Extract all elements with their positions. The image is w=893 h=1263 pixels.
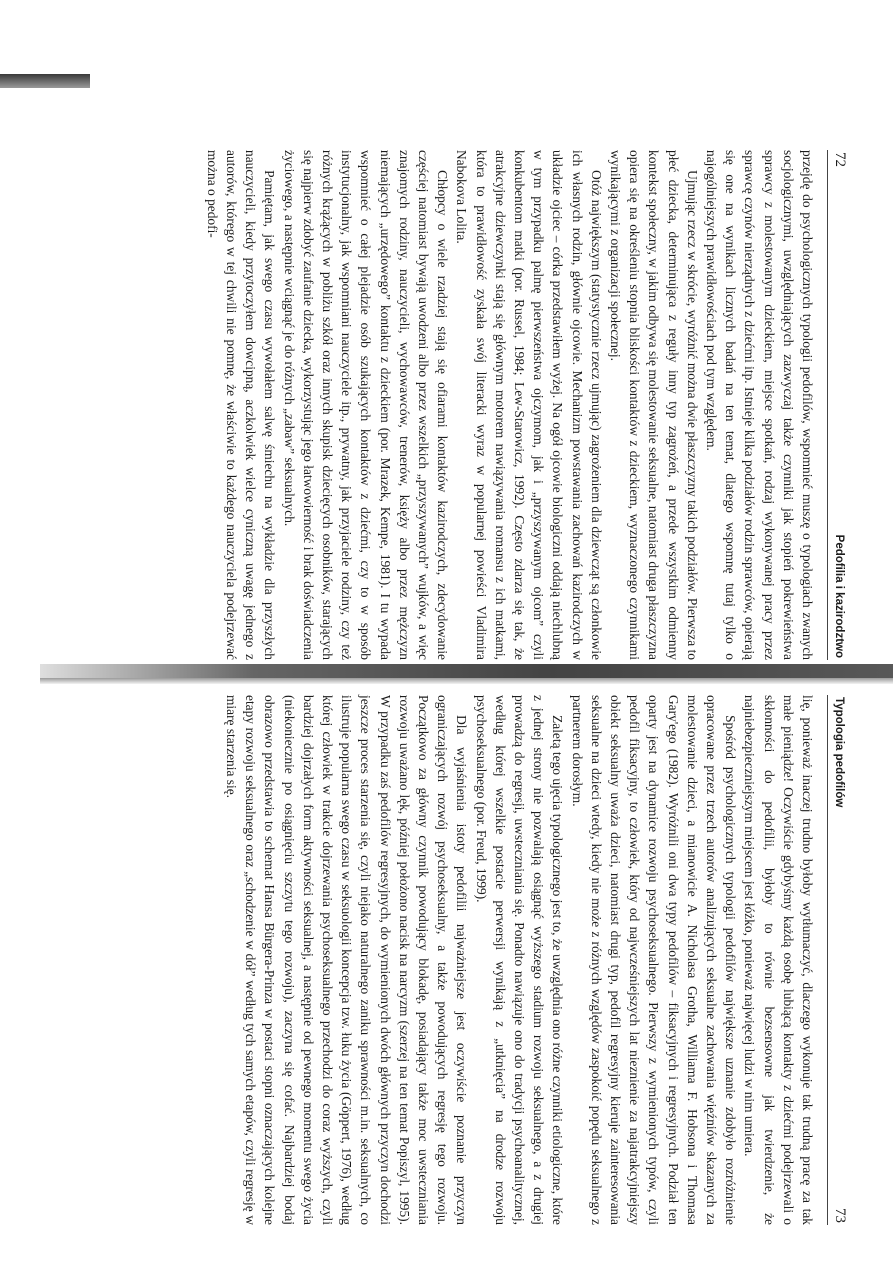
page-number: 72 xyxy=(832,152,848,167)
running-title: Typologia pedofilów xyxy=(833,697,845,808)
paragraph: Chłopcy o wiele rzadziej stają się ofiarami kontaktów kazirodczych, zdecydowanie częściej natomiast bywają uwodzeni albo przez wszelkich „przyszywanych” wujków, a więc znajomych rodziny, nauczycieli, wychowawców, trenerów, księży albo przez mężczyzn niemających „urzędowego” kontaktu z dzieckiem (por. Mrazek, Kempe, 1981). I tu wypada wspomnieć o całej plejadzie osób szukających kontaktów z dziećmi, czy to w sposób instytucjonalny, jak wspomniani nauczyciele itp., prywatny, jak przyjaciele rodziny, czy też różnych krążących w pobliżu szkół oraz innych skupisk dziecięcych osobników, starających się najpierw zdobyć zaufanie dziecka, wykorzystując jego łatwowierność i brak doświadczenia życiowego, a następnie wciągnąć je do różnych „zabaw” seksualnych. xyxy=(281,150,451,660)
book-spine-gradient xyxy=(40,678,893,684)
scan-edge-shadow xyxy=(0,74,90,88)
paragraph: Dla wyjaśnienia istoty pedofilii najważniejsze jest oczywiście poznanie przyczyn ograniczających rozwój psychoseksualny, a także powodujących regresję tego rozwoju. Początkowo za główny czynnik powodujący blokadę, posiadający także moc uwsteczniania rozwoju uważano lęk, później położono nacisk na narcyzm (szerzej na ten temat Popiszyl, 1995). W przypadku zaś pedofilów regresyjnych, do wymienionych dwóch głównych przyczyn dochodzi jeszcze proces starzenia się, czyli niejako naturalnego zaniku sprawności m.in. seksualnych, co ilustruje popularna swego czasu w seksuologii koncepcja tzw. łuku życia (Göppert, 1976), według której człowiek w trakcie dojrzewania psychoseksualnego przechodzi do coraz wyższych, czyli bardziej dojrzałych form aktywności seksualnej, a następnie od pewnego momentu swego życia (niekoniecznie po osiągnięciu szczytu tego rozwoju), zaczyna się cofać. Najbardziej bodaj obrazowo przedstawia to schemat Hansa Bürgera-Prinza w postaci stopni oznaczających kolejne etapy rozwoju seksualnego oraz „schodzenie w dół” według tych samych etapów, czyli regresję w miarę starzenia się. xyxy=(223,695,470,1225)
paragraph: Otóż największym (statystycznie rzecz ujmując) zagrożeniem dla dziewcząt są członkowie ich własnych rodzin, głównie ojcowie. Mechanizm powstawania zachowań kazirodczych w układzie ojciec – córka przedstawiłem wyżej. Na ogół ojcowie biologiczni oddają niechlubną w tym przypadku palmę pierwszeństwa ojczymom, jak i „przyszywanym ojcom” czyli konkubentom matki (por. Russel, 1984; Lew-Starowicz, 1992). Często zdarza się tak, że atrakcyjne dziewczynki stają się głównym motorem nawiązywania romansu z ich matkami, która to prawidłowość zyskała swój literacki wyraz w popularnej powieści Vladimira Nabokova Lolita. xyxy=(454,150,604,660)
running-title: Pedofilia i kazirodztwo xyxy=(833,534,845,658)
page-73 xyxy=(128,695,848,1225)
paragraph: Zaletą tego ujęcia typologicznego jest to, że uwzględnia ono różne czynniki etiologiczne, które z jednej strony nie pozwalają osiągnąć wyższego stadium rozwoju seksualnego, a z drugiej prowadzą do regresji, uwsteczniania się. Ponadto nawiązuje ono do tradycji psychoanalitycznej, według której wszelkie postacie perwersji wynikają z „utknięcia” na drodze rozwoju psychoseksualnego (por. Freud, 1999). xyxy=(473,695,566,1225)
page-number: 73 xyxy=(832,1208,848,1223)
book-spine-shadow xyxy=(40,664,893,678)
page-header xyxy=(827,695,848,1225)
paragraph: Spośród psychologicznych typologii pedofilów największe uznanie zdobyło rozróżnienie opracowane przez trzech autorów analizujących seksualne zachowania więźniów skazanych za molestowanie dzieci, a mianowicie A. Nicholasa Grotha, Williama F. Hobsona i Thomasa Gary'ego (1982). Wyróżnili oni dwa typy pedofilów – fiksacyjnych i regresyjnych. Podział ten oparty jest na dynamice rozwoju psychoseksualnego. Pierwszy z wymienionych typów, czyli pedofil fiksacyjny, to człowiek, który od najwcześniejszych lat nieznienie za najatrakcyjniejszy obiekt seksualny uważa dzieci, natomiast drugi typ, pedofil regresyjny kieruje zainteresowania seksualne na dzieci wtedy, kiedy nie może z różnych względów zaspokoić popędu seksualnego z partnerem dorosłym. xyxy=(569,695,739,1225)
paragraph: Pamiętam, jak swego czasu wywołałem salwę śmiechu na wykładzie dla przyszłych nauczycieli, kiedy przytoczyłem dowcipną, aczkolwiek wielce cyniczną uwagę jednego z autorów, którego w tej chwili nie pomnę, że właściwie to każdego nauczyciela podejrzewać można o pedofi- xyxy=(204,150,278,660)
paragraph: lię, ponieważ inaczej trudno byłoby wytłumaczyć, dlaczego wykonuje tak trudną pracę za tak małe pieniądze! Oczywiście gdybyśmy każdą osobę lubiącą kontakty z dziećmi podejrzewali o skłonności do pedofilii, byłoby to równie bezsensowne jak twierdzenie, że najniebezpieczniejszym miejscem jest łóżko, ponieważ najwięcej ludzi w nim umiera. xyxy=(742,695,815,1225)
paragraph: Ujmując rzecz w skrócie, wyróżnić można dwie płaszczyzny takich podziałów. Pierwsza to płeć dziecka, determinująca z reguły inny typ zagrożeń, a przede wszystkim odmienny kontekst społeczny, w jakim odbywa się molestowanie seksualne, natomiast druga płaszczyzna opiera się na określeniu stopnia bliskości kontaktów z dzieckiem, wyznaczonego czynnikami wynikającymi z organizacji społecznej. xyxy=(607,150,700,660)
page-body xyxy=(222,695,817,1225)
page-header xyxy=(827,150,848,660)
paragraph: przejdę do psychologicznych typologii pedofilów, wspomnieć muszę o typologiach zwanych socjologicznymi, uwzględniających zazwyczaj także czynniki jak stopień pokrewieństwa sprawcy z molestowanym dzieckiem, miejsce spotkań, rodzaj wykonywanej pracy przez sprawcę czynów nierządnych z dziećmi itp. Istnieje kilka podziałów rodzin sprawców, opierają się one na wynikach licznych badań na ten temat, dlatego wspomnę tutaj tylko o najogólniejszych prawidłowościach pod tym względem. xyxy=(703,150,815,660)
page-body xyxy=(203,150,818,660)
page-72 xyxy=(128,150,848,660)
